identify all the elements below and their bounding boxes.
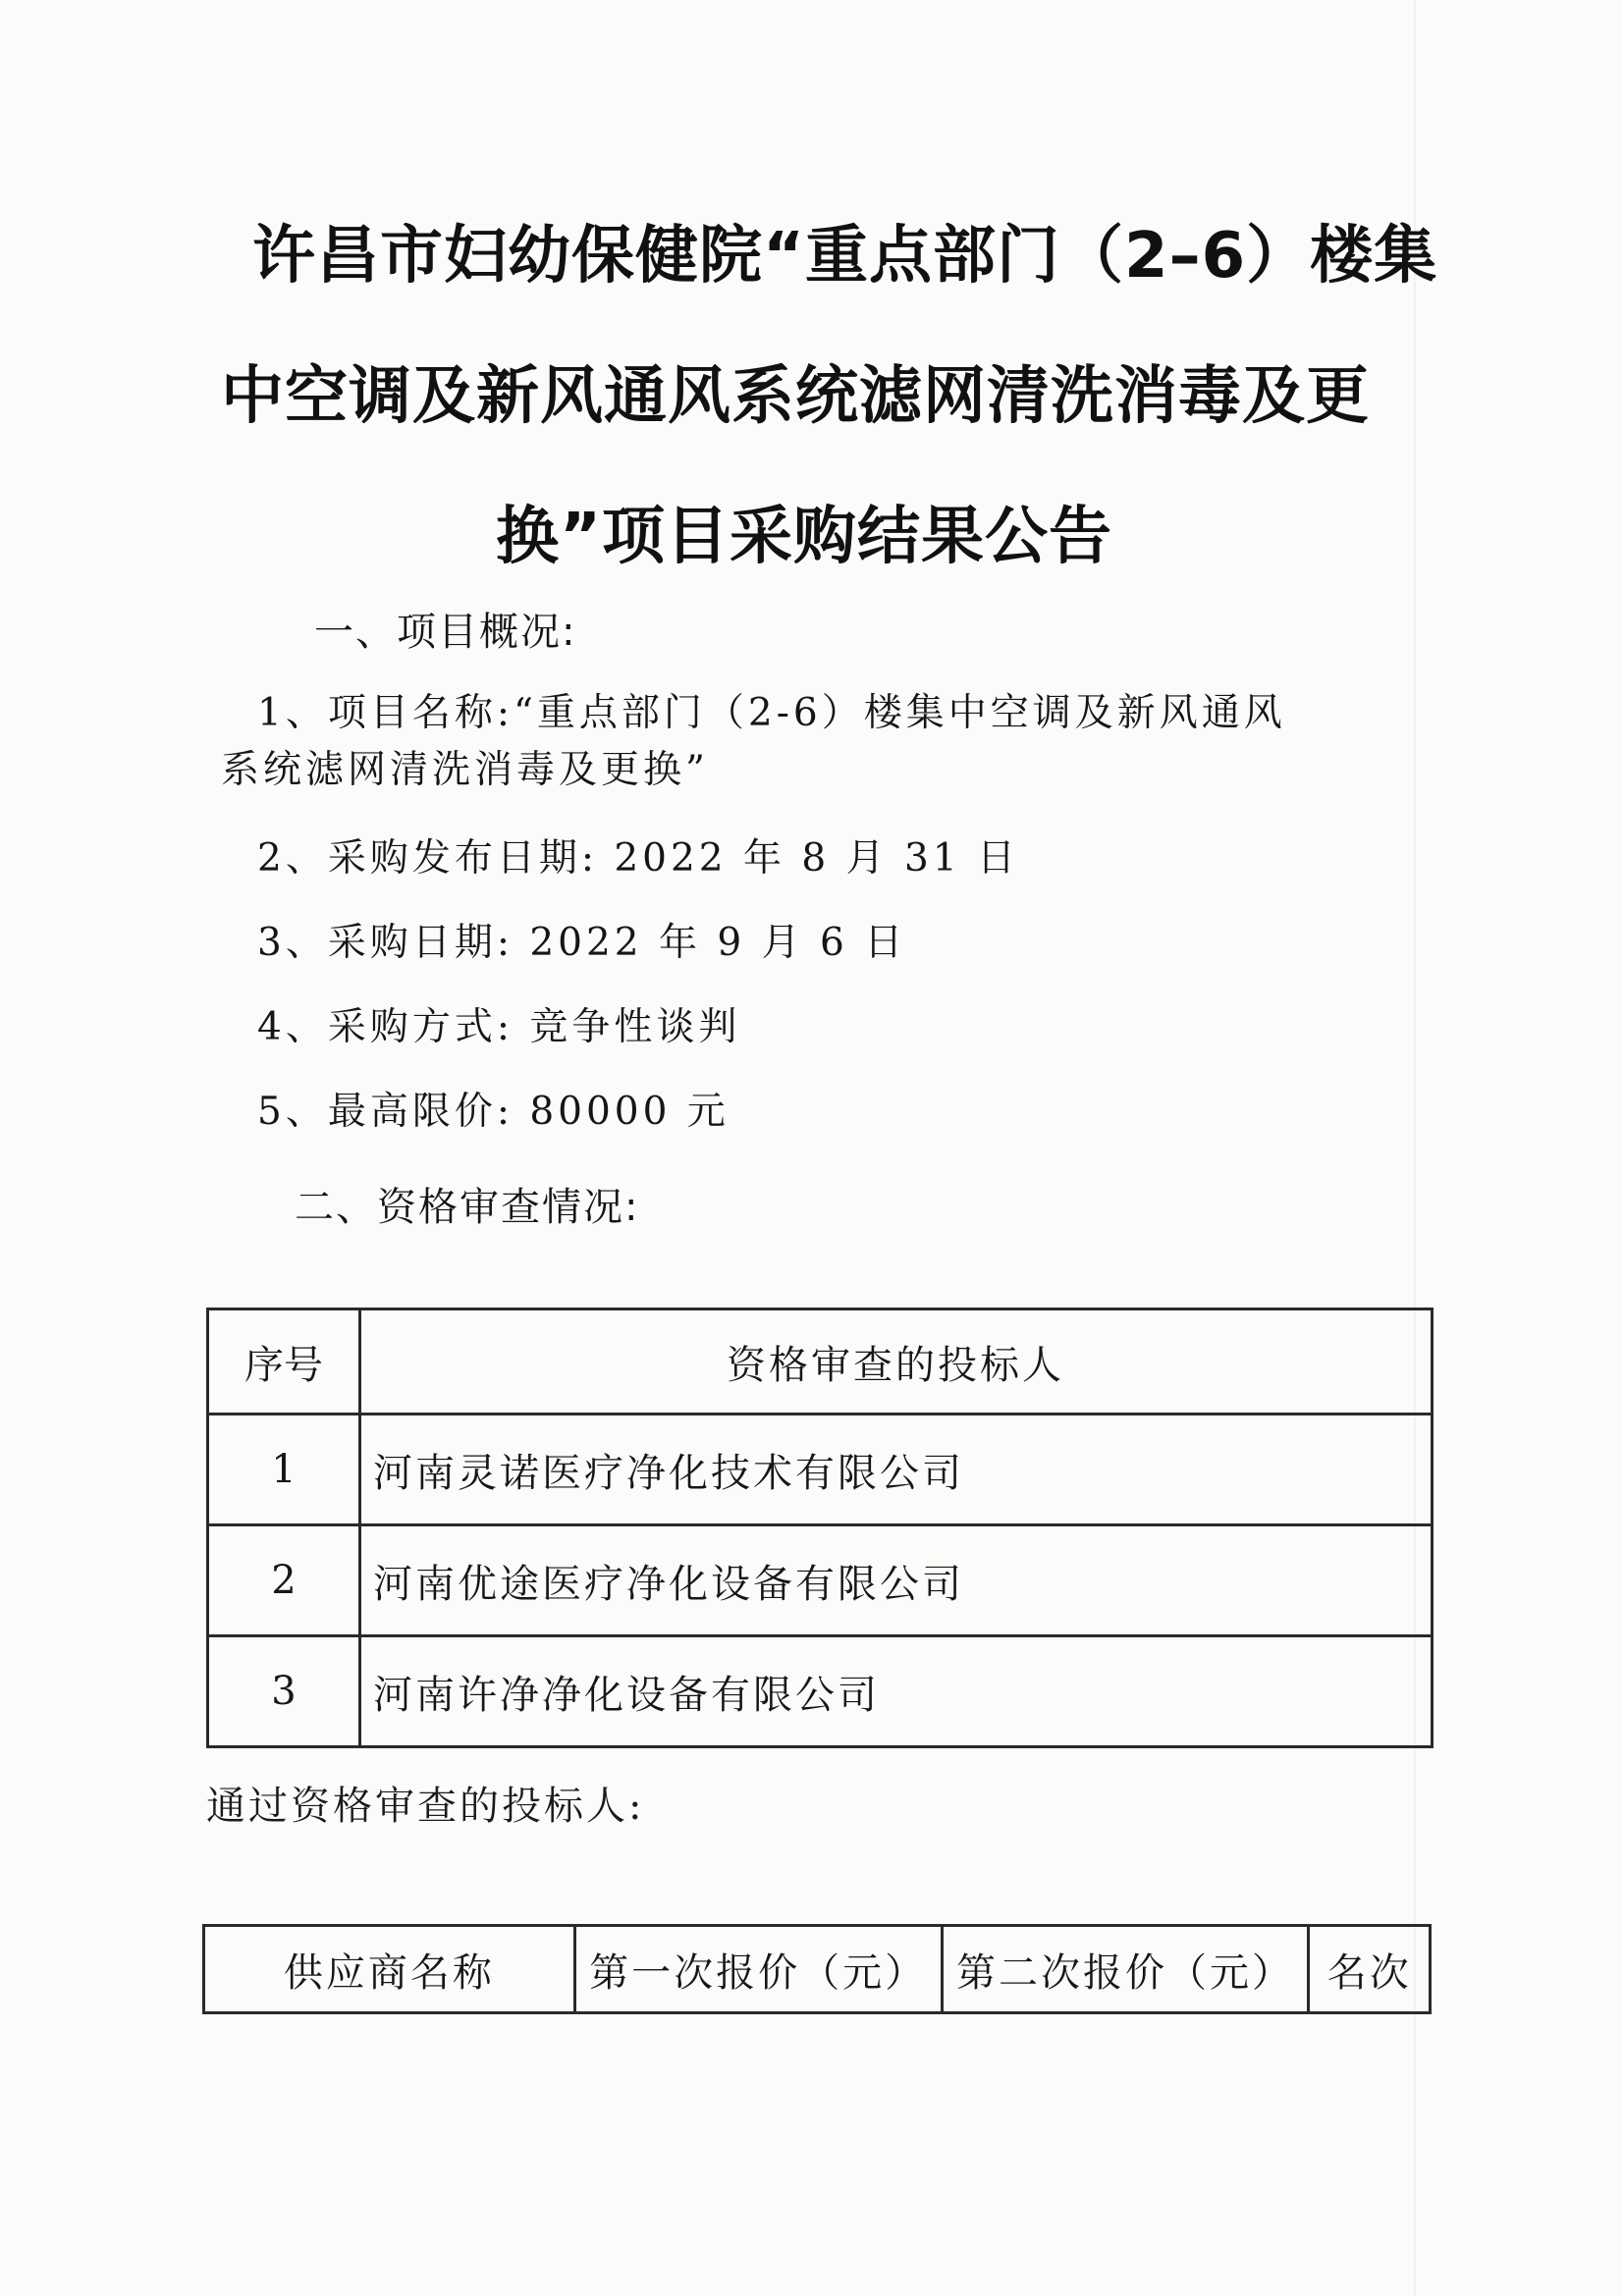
row-bidder: 河南优途医疗净化设备有限公司 (360, 1525, 1433, 1636)
table-row (208, 1415, 1433, 1525)
title-line-3: 换”项目采购结果公告 (496, 501, 1113, 573)
section-2-heading: 二、资格审查情况: (295, 1185, 640, 1230)
title-line-1: 许昌市妇幼保健院“重点部门（2–6）楼集 (252, 220, 1438, 293)
table-row (208, 1525, 1433, 1636)
row-bidder: 河南灵诺医疗净化技术有限公司 (360, 1415, 1433, 1525)
header-first-quote: 第一次报价（元） (574, 1926, 942, 2013)
table-header-row (208, 1309, 1433, 1415)
price-header-row (204, 1926, 1431, 2013)
row-serial: 1 (208, 1415, 360, 1525)
header-second-quote: 第二次报价（元） (942, 1926, 1309, 2013)
price-table (202, 1924, 1432, 2014)
row-bidder: 河南许净净化设备有限公司 (360, 1636, 1433, 1747)
header-bidder: 资格审查的投标人 (360, 1309, 1433, 1415)
table-row (208, 1636, 1433, 1747)
row-serial: 3 (208, 1636, 360, 1747)
header-serial: 序号 (208, 1309, 360, 1415)
item-publish-date: 2、采购发布日期: 2022 年 8 月 31 日 (257, 836, 1020, 881)
item-max-price: 5、最高限价: 80000 元 (257, 1090, 730, 1134)
item-procurement-method: 4、采购方式: 竞争性谈判 (257, 1005, 741, 1049)
qualification-table (206, 1308, 1434, 1748)
item-project-name-line1: 1、项目名称:“重点部门（2-6）楼集中空调及新风通风 (257, 691, 1286, 735)
row-serial: 2 (208, 1525, 360, 1636)
document-title (221, 187, 1438, 608)
header-rank: 名次 (1309, 1926, 1431, 2013)
item-procurement-date: 3、采购日期: 2022 年 9 月 6 日 (257, 921, 907, 965)
header-supplier-name: 供应商名称 (204, 1926, 575, 2013)
title-line-2: 中空调及新风通风系统滤网清洗消毒及更 (221, 360, 1370, 433)
passed-bidders-label: 通过资格审查的投标人: (206, 1784, 645, 1829)
item-project-name-line2: 系统滤网清洗消毒及更换” (221, 748, 709, 792)
section-1-heading: 一、项目概况: (314, 610, 577, 655)
